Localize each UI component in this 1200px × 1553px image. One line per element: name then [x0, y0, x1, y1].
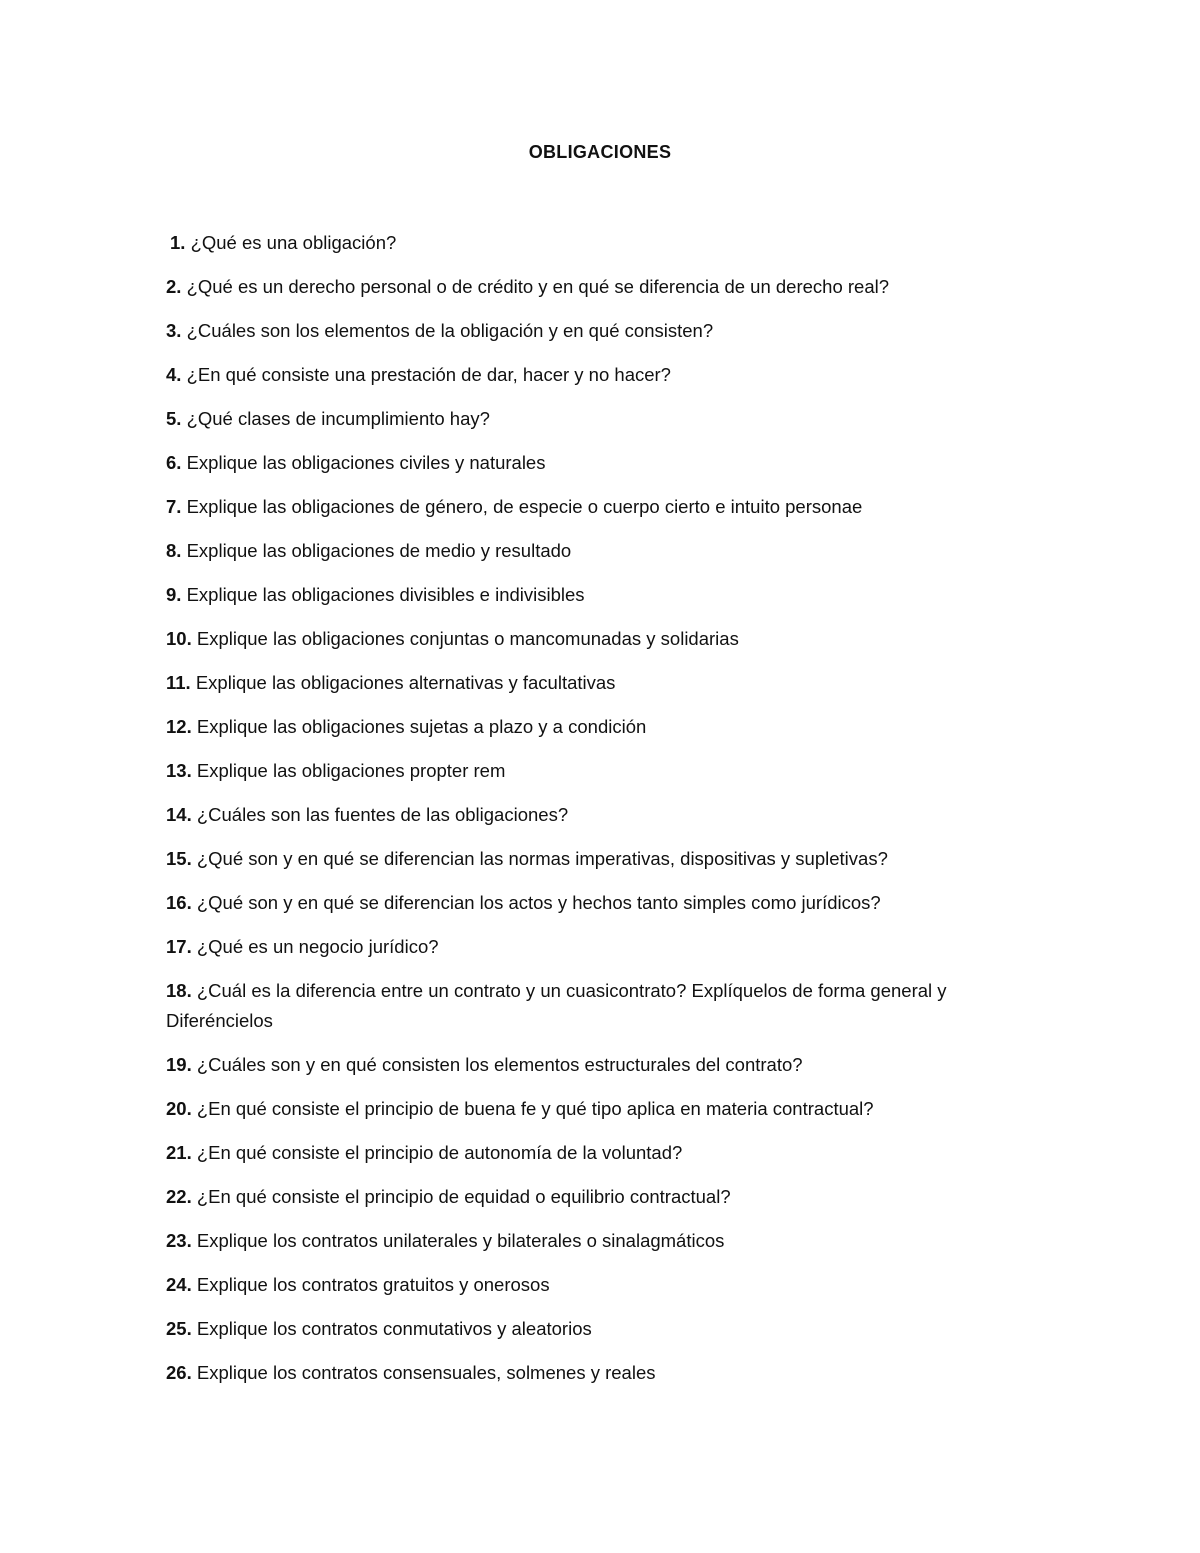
- question-text: ¿Cuáles son los elementos de la obligación y en qué consisten?: [181, 320, 714, 341]
- question-text: ¿En qué consiste una prestación de dar, hacer y no hacer?: [181, 364, 671, 385]
- question-number: 12.: [166, 716, 192, 737]
- question-item: [166, 404, 1016, 434]
- question-text: ¿Qué es un negocio jurídico?: [191, 936, 439, 957]
- question-text: ¿En qué consiste el principio de buena fe y qué tipo aplica en materia contractual?: [191, 1098, 874, 1119]
- question-number: 10.: [166, 628, 192, 649]
- question-text: Explique los contratos consensuales, solmenes y reales: [191, 1362, 656, 1383]
- question-text: Explique las obligaciones sujetas a plazo y a condición: [191, 716, 647, 737]
- question-item: [166, 712, 1016, 742]
- question-item: [170, 228, 1020, 258]
- question-text: ¿Qué son y en qué se diferencian los actos y hechos tanto simples como jurídicos?: [191, 892, 881, 913]
- question-text: ¿Qué es una obligación?: [185, 232, 397, 253]
- question-number: 15.: [166, 848, 192, 869]
- question-item: [166, 624, 1016, 654]
- question-item: [166, 1182, 1016, 1212]
- question-item: [166, 668, 1016, 698]
- question-number: 21.: [166, 1142, 192, 1163]
- question-item: [166, 1270, 1016, 1300]
- page-title: OBLIGACIONES: [528, 142, 672, 162]
- question-text: Explique las obligaciones de género, de especie o cuerpo cierto e intuito personae: [181, 496, 863, 517]
- question-item: [166, 492, 1016, 522]
- question-item: [166, 976, 1016, 1036]
- question-number: 3.: [166, 320, 182, 341]
- question-number: 26.: [166, 1362, 192, 1383]
- question-text: Explique los contratos unilaterales y bilaterales o sinalagmáticos: [191, 1230, 725, 1251]
- question-item: [166, 360, 1016, 390]
- question-item: [166, 888, 1016, 918]
- question-number: 11.: [166, 672, 191, 693]
- question-number: 23.: [166, 1230, 192, 1251]
- question-text: Explique las obligaciones conjuntas o mancomunadas y solidarias: [191, 628, 739, 649]
- question-item: [166, 1050, 1016, 1080]
- question-text: ¿En qué consiste el principio de equidad o equilibrio contractual?: [191, 1186, 731, 1207]
- question-item: [166, 1358, 1016, 1388]
- question-number: 17.: [166, 936, 192, 957]
- question-number: 24.: [166, 1274, 192, 1295]
- question-number: 13.: [166, 760, 192, 781]
- question-item: [166, 1094, 1016, 1124]
- question-text: ¿Qué clases de incumplimiento hay?: [181, 408, 490, 429]
- question-number: 25.: [166, 1318, 192, 1339]
- question-item: [166, 272, 1016, 302]
- question-number: 18.: [166, 980, 192, 1001]
- question-item: [166, 756, 1016, 786]
- question-number: 22.: [166, 1186, 192, 1207]
- question-number: 19.: [166, 1054, 192, 1075]
- question-item: [166, 800, 1016, 830]
- question-text: Explique las obligaciones propter rem: [191, 760, 506, 781]
- question-text: Explique las obligaciones divisibles e indivisibles: [181, 584, 585, 605]
- question-text: Explique las obligaciones alternativas y facultativas: [190, 672, 616, 693]
- question-item: [166, 932, 1016, 962]
- question-number: 16.: [166, 892, 192, 913]
- question-text: Explique las obligaciones de medio y resultado: [181, 540, 572, 561]
- question-item: [166, 1226, 1016, 1256]
- question-item: [166, 536, 1016, 566]
- question-text: ¿Cuál es la diferencia entre un contrato y un cuasicontrato? Explíquelos de forma general y Diferéncielos: [166, 980, 947, 1031]
- question-text: ¿En qué consiste el principio de autonomía de la voluntad?: [191, 1142, 683, 1163]
- question-number: 5.: [166, 408, 182, 429]
- question-text: Explique los contratos gratuitos y onerosos: [191, 1274, 550, 1295]
- question-number: 2.: [166, 276, 182, 297]
- question-number: 7.: [166, 496, 182, 517]
- question-text: ¿Qué es un derecho personal o de crédito y en qué se diferencia de un derecho real?: [181, 276, 890, 297]
- question-item: [166, 1138, 1016, 1168]
- question-number: 8.: [166, 540, 182, 561]
- question-text: ¿Cuáles son las fuentes de las obligaciones?: [191, 804, 569, 825]
- question-number: 14.: [166, 804, 192, 825]
- question-text: ¿Cuáles son y en qué consisten los elementos estructurales del contrato?: [191, 1054, 803, 1075]
- question-item: [166, 580, 1016, 610]
- question-item: [166, 844, 1016, 874]
- question-number: 20.: [166, 1098, 192, 1119]
- question-text: ¿Qué son y en qué se diferencian las normas imperativas, dispositivas y supletivas?: [191, 848, 888, 869]
- question-number: 4.: [166, 364, 182, 385]
- question-item: [166, 316, 1016, 346]
- question-number: 6.: [166, 452, 182, 473]
- question-text: Explique los contratos conmutativos y aleatorios: [191, 1318, 592, 1339]
- question-number: 1.: [170, 232, 186, 253]
- question-number: 9.: [166, 584, 182, 605]
- question-text: Explique las obligaciones civiles y naturales: [181, 452, 546, 473]
- question-item: [166, 1314, 1016, 1344]
- question-item: [166, 448, 1016, 478]
